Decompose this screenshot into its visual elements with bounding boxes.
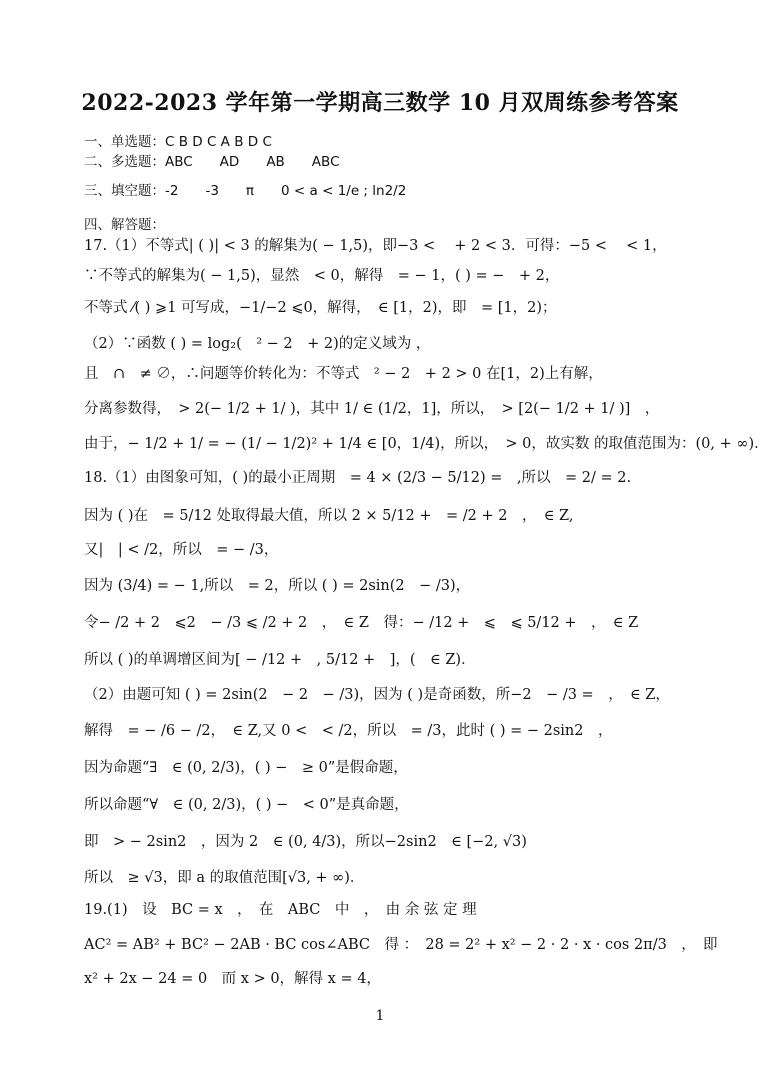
solution-line-18-7: （2）由题可知 ( ) = 2sin(2 − 2 − /3)，因为 ( )是奇函数，所−2 − /3 = ， ∈ Z， (84, 687, 670, 703)
document-title: 2022-2023 学年第一学期高三数学 10 月双周练参考答案 (81, 90, 679, 116)
solution-line-18-4: 因为 (3/4) = − 1,所以 = 2，所以 ( ) = 2sin(2 − /3)， (84, 578, 471, 594)
solution-line-17-2: ∵不等式的解集为( − 1,5)，显然 < 0，解得 = − 1，( ) = − + 2， (84, 268, 560, 284)
solution-line-18-3: 又| | < /2，所以 = − /3， (84, 542, 279, 558)
solution-line-17-4: （2）∵函数 ( ) = log₂( ² − 2 + 2)的定义域为 ， (84, 336, 431, 352)
solution-line-17-3: 不等式 ⁄( ) ⩾1 可写成，−1/−2 ⩽0，解得， ∈ [1，2)，即 = [1，2)； (84, 300, 557, 316)
answer-line-solutions-header: 四、解答题： (84, 217, 165, 233)
answer-line-fill-in: 三、填空题：-2 -3 π 0 < a < 1/e ; ln2/2 (84, 183, 407, 199)
solution-line-19-1: 19.(1) 设 BC = x ， 在 ABC 中 ， 由 余 弦 定 理 (84, 902, 477, 918)
answer-line-multiple-choice: 二、多选题：ABC AD AB ABC (84, 154, 340, 170)
solution-line-17-1: 17.（1）不等式| ( )| < 3 的解集为( − 1,5)，即−3 < + 2 < 3．可得：−5 < < 1， (84, 238, 667, 254)
solution-line-18-9: 因为命题“∃ ∈ (0, 2/3)，( ) − ≥ 0”是假命题， (84, 760, 408, 776)
answer-line-single-choice: 一、单选题：C B D C A B D C (84, 134, 272, 150)
solution-line-17-7: 由于，− 1/2 + 1/ = − (1/ − 1/2)² + 1/4 ∈ [0，1/4)，所以， > 0，故实数 的取值范围为：(0, + ∞)． (84, 436, 769, 452)
solution-line-19-2: AC² = AB² + BC² − 2AB · BC cos∠ABC 得 ： 28 = 2² + x² − 2 · 2 · x · cos 2π/3 ， 即 (84, 937, 718, 953)
solution-line-17-5: 且 ∩ ≠ ∅，∴问题等价转化为：不等式 ² − 2 + 2 > 0 在[1，2)上有解， (84, 366, 603, 382)
solution-line-18-5: 令− /2 + 2 ⩽2 − /3 ⩽ /2 + 2 ， ∈ Z 得：− /12 + ⩽ ⩽ 5/12 + ， ∈ Z (84, 615, 639, 631)
solution-line-19-3: x² + 2x − 24 = 0 而 x > 0，解得 x = 4， (84, 971, 381, 987)
page-number: 1 (375, 1008, 385, 1024)
solution-line-18-2: 因为 ( )在 = 5/12 处取得最大值，所以 2 × 5/12 + = /2 + 2 ， ∈ Z, (84, 508, 574, 524)
solution-line-18-6: 所以 ( )的单调增区间为[ − /12 + , 5/12 + ]，( ∈ Z)． (84, 652, 476, 668)
solution-line-18-12: 所以 ≥ √3，即 a 的取值范围[√3, + ∞)． (84, 870, 365, 886)
solution-line-18-10: 所以命题“∀ ∈ (0, 2/3)，( ) − < 0”是真命题， (84, 797, 409, 813)
solution-line-18-8: 解得 = − /6 − /2， ∈ Z,又 0 < < /2，所以 = /3，此时 ( ) = − 2sin2 ， (84, 723, 613, 739)
solution-line-18-1: 18.（1）由图象可知，( )的最小正周期 = 4 × (2/3 − 5/12) = ,所以 = 2/ = 2. (84, 470, 632, 486)
solution-line-17-6: 分离参数得， > 2(− 1/2 + 1/ )，其中 1/ ∈ (1/2，1]，所以， > [2(− 1/2 + 1/ )] ， (84, 401, 660, 417)
solution-line-18-11: 即 > − 2sin2 ，因为 2 ∈ (0, 4/3)，所以−2sin2 ∈ [−2, √3) (84, 834, 527, 850)
